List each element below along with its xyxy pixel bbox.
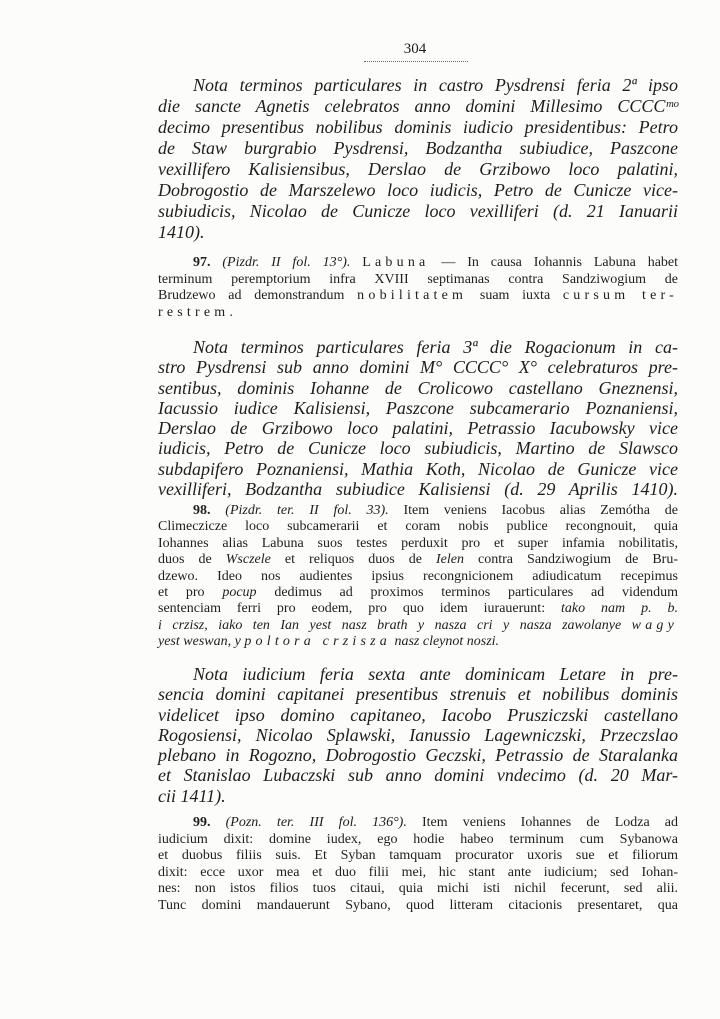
- spaced-word: ter-: [642, 288, 678, 304]
- text-line: et duobus filiis suis. Et Syban tamquam procurator uxoris sue et filiorum: [158, 848, 678, 864]
- entry-98: [158, 503, 678, 651]
- text-line: 1410).: [158, 222, 205, 242]
- text-line: [158, 585, 678, 601]
- spaced-word: cursum: [562, 288, 630, 304]
- text-line: Iacussio iudice Kalisiensi, Paszcone subcamerario Poznaniensi,: [158, 397, 678, 418]
- italic-word: Ielen: [435, 552, 464, 568]
- text-line: [158, 255, 678, 272]
- entry-97: [158, 255, 678, 321]
- spaced-word: Labuna: [362, 255, 430, 270]
- text-line: iudicis, Petro de Cunicze loco subiudicis, Martino de Slawsco: [158, 438, 678, 459]
- page-number: 304: [403, 41, 427, 57]
- text-line: sentibus, dominis Iohanne de Crolicowo castellano Gneznensi,: [158, 377, 678, 398]
- italic-word: Wsczele: [225, 552, 271, 568]
- spaced-word: wagy: [631, 617, 679, 633]
- text-line: [158, 288, 678, 305]
- source-reference: (Pizdr. II fol. 13°).: [222, 255, 351, 270]
- text-line: et Stanislao Lubaczski sub anno domini vndecimo (d. 20 Mar-: [158, 765, 678, 786]
- text-line: plebano in Rogozno, Dobrogostio Geczski, Petrassio de Staralanka: [158, 745, 678, 766]
- text-line: Rogosiensi, Nicolao Splawski, Ianussio Lagewniczski, Przeczslao: [158, 724, 678, 745]
- text-line: Climeczicze loco subcamerarii et coram nobis publice recongnouit, quia: [158, 519, 678, 535]
- italic-word: pocup: [222, 585, 257, 601]
- text-line: [158, 503, 678, 519]
- text-line: [158, 618, 678, 634]
- text-line: Tunc domini mandauerunt Sybano, quod litteram citacionis presentaret, qua: [158, 897, 678, 913]
- entry-number: 99.: [193, 815, 211, 830]
- text-line: videlicet ipso domino capitaneo, Iacobo Prusziczski castellano: [158, 704, 678, 725]
- line-text: Item veniens Iacobus alias Zemótha de: [403, 503, 679, 518]
- text-line: sencia domini capitanei presentibus strenuis et nobilibus dominis: [158, 684, 678, 705]
- text-line: decimo presentibus nobilibus dominis iudicio presidentibus: Petro: [158, 117, 678, 137]
- heading-paragraph-2: [158, 337, 678, 499]
- text-line: subiudicis, Nicolao de Cunicze loco vexilliferi (d. 21 Ianuarii: [158, 201, 678, 221]
- text-line: iudicium dixit: domine iudex, ego hodie habeo terminum cum Sybanowa: [158, 831, 678, 847]
- text-line: vexillifero Kalisiensibus, Derslao de Grzibowo loco palatini,: [158, 159, 678, 179]
- heading-paragraph-3: [158, 664, 678, 806]
- entry-number: 98.: [193, 503, 211, 518]
- line-text: duos de: [158, 552, 212, 568]
- text-line: [158, 601, 678, 617]
- text-line: Nota terminos particulares feria 3ª die Rogacionum in ca-: [193, 337, 678, 357]
- text-line: vexilliferi, Bodzantha subiudice Kalisiensi (d. 29 Aprilis 1410).: [158, 479, 678, 500]
- text-line: terminum peremptorium infra XVIII septimanas contra Sandziwogium de: [158, 271, 678, 287]
- text-line: [158, 815, 678, 832]
- heading-paragraph-1: [158, 75, 678, 243]
- line-text: Item veniens Iohannes de Lodza ad: [422, 815, 679, 830]
- text-line: Dobrogostio de Marszelewo loco iudicis, Petro de Cunicze vice-: [158, 180, 678, 200]
- text-line: dixit: ecce uxor mea et duo filii mei, hic stant ante iudicium; sed Iohan-: [158, 864, 678, 880]
- entry-99: [158, 815, 678, 915]
- text-line: [158, 552, 678, 568]
- line-text: — In causa Iohannis Labuna habet: [441, 255, 679, 270]
- polish-quote: tako nam p. b.: [561, 601, 679, 617]
- text-line: stro Pysdrensi sub anno domini M° CCCC° X° celebraturos pre-: [158, 357, 678, 378]
- text-line: nes: non istos filios tuos citaui, quia michi isti nichil fecerunt, sed alii.: [158, 881, 678, 897]
- text-line: dzewo. Ideo nos audientes ipsius recongnicionem adiudicatum recepimus: [158, 568, 678, 584]
- text-line: subdapifero Poznaniensi, Mathia Koth, Nicolao de Gunicze vice: [158, 458, 678, 479]
- line-text: suam iuxta: [479, 288, 551, 304]
- line-text: contra Sandziwogium de Bru-: [478, 552, 678, 568]
- spaced-word: restrem.: [158, 304, 238, 320]
- entry-number: 97.: [193, 255, 211, 270]
- text-line: Nota terminos particulares in castro Pysdrensi feria 2ª ipso: [193, 75, 678, 95]
- text-line: cii 1411).: [158, 785, 226, 806]
- text-line: die sancte Agnetis celebratos anno domini Millesimo CCCCᵐᵒ: [158, 96, 678, 116]
- line-text: dedimus ad proximos terminos particulares ad videndum: [274, 585, 679, 601]
- text-line: Nota iudicium feria sexta ante dominicam Letare in pre-: [193, 664, 678, 684]
- spaced-word: poltora crzisza: [244, 634, 391, 650]
- polish-quote: nasz cleynot noszi.: [394, 634, 500, 650]
- line-text: Brudzewo ad demonstrandum: [158, 288, 345, 304]
- line-text: sentenciam ferri pro eodem, pro quo idem iurauerunt:: [158, 601, 546, 617]
- source-reference: (Pozn. ter. III fol. 136°).: [225, 815, 407, 830]
- text-line: [158, 305, 678, 322]
- spaced-word: nobilitatem: [357, 288, 468, 304]
- line-text: et pro: [158, 585, 205, 601]
- page-number-rule: [364, 61, 468, 62]
- line-text: et reliquos duos de: [284, 552, 422, 568]
- source-reference: (Pizdr. ter. II fol. 33).: [225, 503, 389, 518]
- text-line: [158, 634, 678, 650]
- text-line: Iohannes alias Labuna suos testes perduxit pro et super infamia nobilitatis,: [158, 535, 678, 551]
- polish-quote: yest weswan, y: [158, 634, 241, 650]
- text-line: de Staw burgrabio Pysdrensi, Bodzantha subiudice, Paszcone: [158, 138, 678, 158]
- text-line: Derslao de Grzibowo loco palatini, Petrassio Iacubowsky vice: [158, 418, 678, 439]
- polish-quote: i crzisz, iako ten Ian yest nasz brath y nasza cri y nasza zawolanye: [158, 617, 622, 633]
